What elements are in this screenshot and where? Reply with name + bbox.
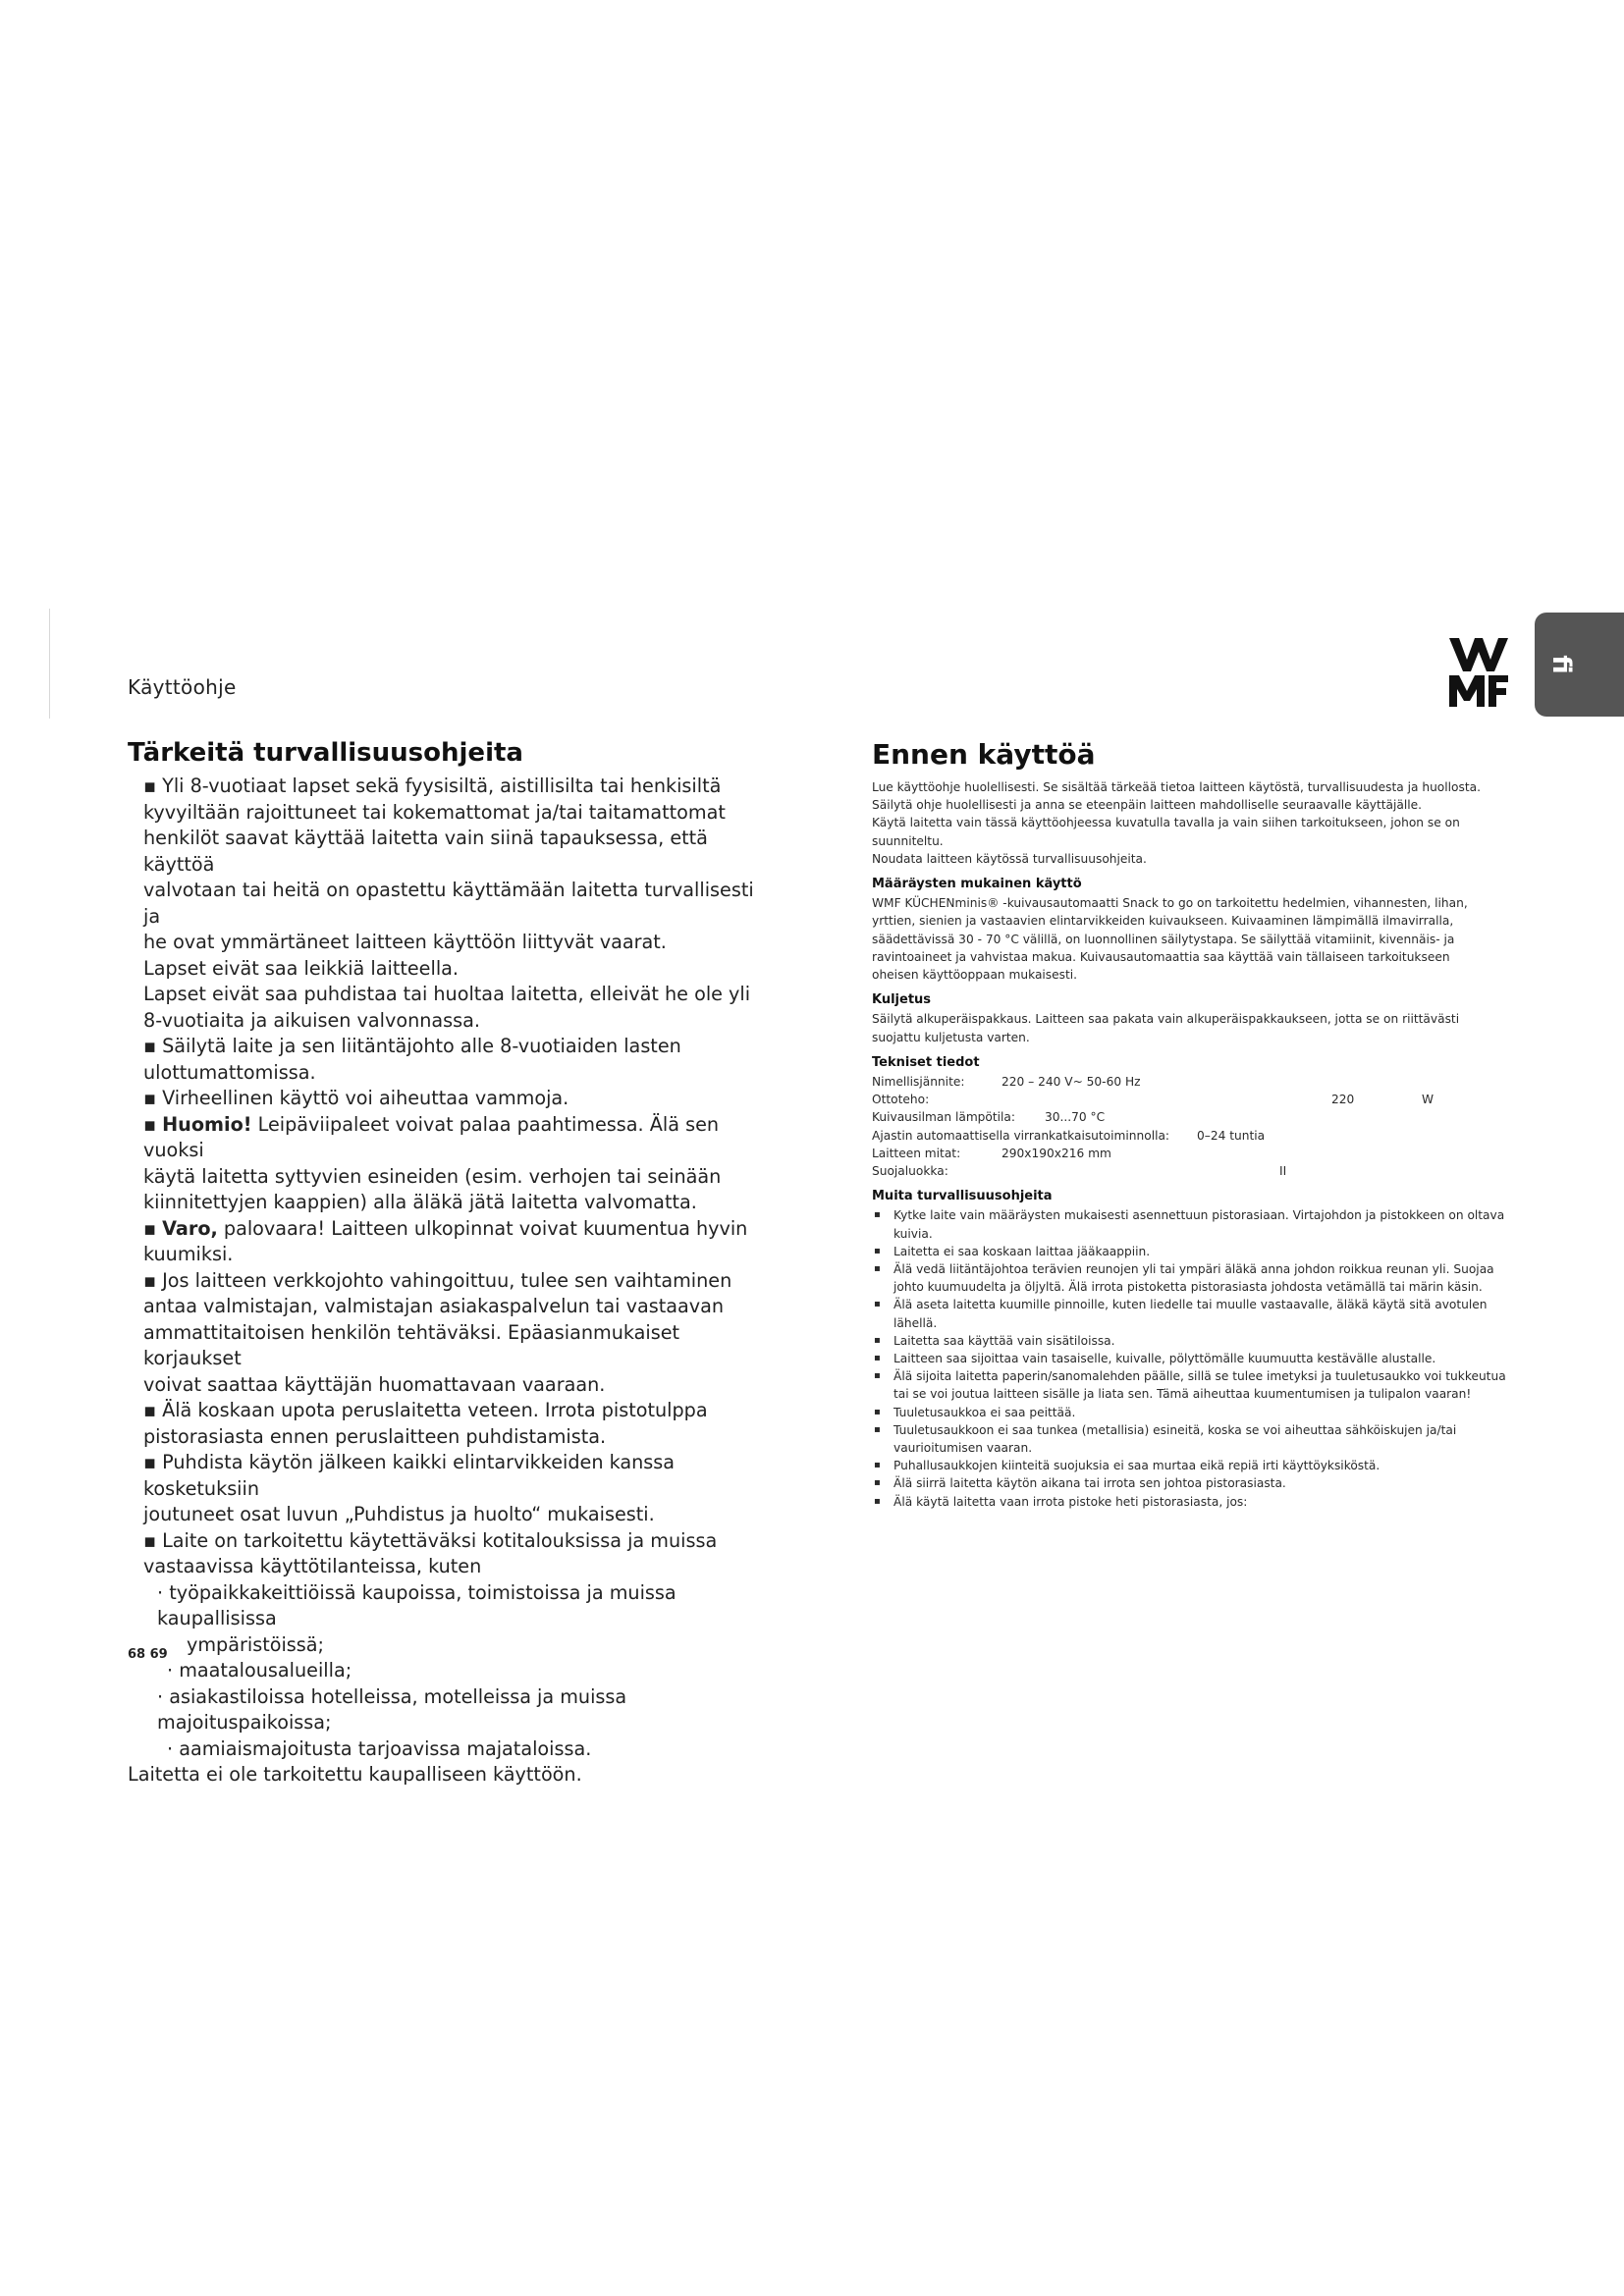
sub-item: · asiakastiloissa hotelleissa, motelleissa ja muissa majoituspaikoissa;	[157, 1684, 627, 1734]
list-item: ▪ Laitetta saa käyttää vain sisätiloissa.	[872, 1332, 1516, 1350]
huomio-emphasis: Huomio!	[162, 1112, 252, 1136]
list-item: ▪ Älä käytä laitetta vaan irrota pistoke heti pistorasiasta, jos:	[872, 1493, 1516, 1511]
sub-item: · aamiaismajoitusta tarjoavissa majataloissa.	[167, 1736, 592, 1760]
language-tab	[1535, 613, 1624, 717]
text-line: käytä laitetta syttyvien esineiden (esim. verhojen tai seinään	[143, 1164, 722, 1188]
safety-title: Tärkeitä turvallisuusohjeita	[128, 738, 523, 768]
before-use-title: Ennen käyttöä	[872, 738, 1096, 771]
transport-heading: Kuljetus	[872, 992, 932, 1008]
spec-label: Kuivausilman lämpötila:	[872, 1110, 1016, 1125]
text-line: 8-vuotiaita ja aikuisen valvonnassa.	[143, 1008, 481, 1032]
sub-item-cont: ympäristöissä;	[187, 1632, 325, 1656]
text-line: ulottumattomissa.	[143, 1060, 316, 1084]
closing-line: Laitetta ei ole tarkoitettu kaupalliseen käyttöön.	[128, 1763, 582, 1786]
intended-line: yrttien, sienien ja vastaavien elintarvikkeiden kuivaukseen. Kuivaaminen lämpimällä ilmavirralla,	[872, 914, 1454, 929]
intended-line: oheisen käyttöoppaan mukaisesti.	[872, 968, 1078, 983]
spec-value: II	[1279, 1163, 1287, 1178]
text-line: kuumiksi.	[143, 1243, 234, 1265]
text-line: joutuneet osat luvun „Puhdistus ja huolto“ mukaisesti.	[143, 1503, 655, 1525]
spec-dimensions	[872, 1145, 1516, 1162]
safety-section	[128, 738, 776, 1789]
text-line: ammattitaitoisen henkilön tehtäväksi. Epäasianmukaiset korjaukset	[143, 1320, 680, 1369]
list-item: ▪ Älä siirrä laitetta käytön aikana tai irrota sen johtoa pistorasiasta.	[872, 1474, 1516, 1492]
text-line: ▪ Puhdista käytön jälkeen kaikki elintarvikkeiden kanssa kosketuksiin	[143, 1451, 676, 1500]
text-line: kyvyiltään rajoittuneet tai kokemattomat ja/tai taitamattomat	[143, 800, 726, 824]
spec-power	[872, 1091, 1516, 1108]
varo-emphasis: Varo,	[162, 1216, 218, 1240]
spec-value: 0–24 tuntia	[1197, 1128, 1266, 1143]
text-line: henkilöt saavat käyttää laitetta vain siinä tapauksessa, että käyttöä	[143, 827, 708, 876]
wmf-logo-icon	[1449, 636, 1508, 707]
spec-label: Ottoteho:	[872, 1093, 930, 1107]
spec-label: Nimellisjännite:	[872, 1075, 965, 1090]
spec-label: Laitteen mitat:	[872, 1146, 961, 1160]
intended-line: ravintoaineet ja vahvistaa makua. Kuivausautomaattia saa käyttää vain tällaiseen tarkoitukseen	[872, 949, 1450, 964]
page-numbers: 68 69	[128, 1647, 168, 1662]
text-line: antaa valmistajan, valmistajan asiakaspalvelun tai vastaavan	[143, 1295, 725, 1317]
list-item: ▪ Laitteen saa sijoittaa vain tasaiselle, kuivalle, pölyttömälle kuumuutta kestävälle alustalle.	[872, 1350, 1516, 1367]
intended-line: WMF KÜCHENminis® -kuivausautomaatti Snack to go on tarkoitettu hedelmien, vihannesten, lihan,	[872, 896, 1468, 911]
text-line: vastaavissa käyttötilanteissa, kuten	[143, 1555, 482, 1577]
text-line: valvotaan tai heitä on opastettu käyttämään laitetta turvallisesti ja	[143, 879, 754, 928]
before-use-body	[872, 778, 1516, 1511]
text-line: Lapset eivät saa puhdistaa tai huoltaa laitetta, elleivät he ole yli	[143, 983, 751, 1005]
document-label: Käyttöohje	[128, 675, 237, 699]
spec-value: 220	[1331, 1093, 1355, 1107]
spec-temperature	[872, 1108, 1516, 1126]
varo-text: palovaara! Laitteen ulkopinnat voivat kuumentua hyvin	[217, 1216, 748, 1240]
transport-line: Säilytä alkuperäispakkaus. Laitteen saa pakata vain alkuperäispakkaukseen, jotta se on riittävästi	[872, 1012, 1460, 1027]
spec-voltage	[872, 1073, 1516, 1091]
spec-value: 30...70 °C	[1045, 1110, 1106, 1125]
text-line: ▪ Yli 8-vuotiaat lapset sekä fyysisiltä, aistillisilta tai henkisiltä	[143, 774, 722, 797]
intended-line: säädettävissä 30 - 70 °C välillä, on luonnollinen säilytystapa. Se säilyttää vitamiinit, kivennäis- ja	[872, 932, 1455, 946]
text-line: kiinnitettyjen kaappien) alla äläkä jätä laitetta valvomatta.	[143, 1191, 697, 1213]
intro-line: Lue käyttöohje huolellisesti. Se sisältää tärkeää tietoa laitteen käytöstä, turvallisuudesta ja huollosta.	[872, 780, 1481, 794]
text-line: pistorasiasta ennen peruslaitteen puhdistamista.	[143, 1424, 607, 1448]
list-item: ▪ Tuuletusaukkoa ei saa peittää.	[872, 1404, 1516, 1421]
other-safety-heading: Muita turvallisuusohjeita	[872, 1189, 1053, 1204]
safety-body	[128, 774, 776, 1789]
huomio-text: Leipäviipaleet voivat palaa paahtimessa. Älä sen vuoksi	[143, 1112, 720, 1161]
list-item: ▪ Laitetta ei saa koskaan laittaa jääkaappiin.	[872, 1243, 1516, 1260]
spec-unit: W	[1422, 1093, 1435, 1107]
sub-item: · työpaikkakeittiöissä kaupoissa, toimistoissa ja muissa kaupallisissa	[157, 1580, 677, 1629]
text-line: ▪ Virheellinen käyttö voi aiheuttaa vammoja.	[143, 1087, 569, 1109]
intro-line: Noudata laitteen käytössä turvallisuusohjeita.	[872, 851, 1147, 866]
spec-value: 220 – 240 V~ 50-60 Hz	[1001, 1075, 1141, 1090]
spec-value: 290x190x216 mm	[1001, 1146, 1111, 1160]
text-line: ▪ Jos laitteen verkkojohto vahingoittuu, tulee sen vaihtaminen	[143, 1268, 732, 1292]
text-line: ▪ Laite on tarkoitettu käytettäväksi kotitalouksissa ja muissa	[143, 1528, 718, 1552]
list-item: ▪ Kytke laite vain määräysten mukaisesti asennettuun pistorasiaan. Virtajohdon ja pistokkeen on oltava kuivia.	[872, 1206, 1516, 1242]
before-use-section	[872, 738, 1516, 1511]
spec-label: Ajastin automaattisella virrankatkaisutoiminnolla:	[872, 1128, 1170, 1143]
text-line: voivat saattaa käyttäjän huomattavaan vaaraan.	[143, 1372, 606, 1396]
intro-line: Käytä laitetta vain tässä käyttöohjeessa kuvatulla tavalla ja vain siihen tarkoitukseen, johon se on	[872, 816, 1460, 830]
list-item: ▪ Älä vedä liitäntäjohtoa terävien reunojen yli tai ympäri äläkä anna johdon roikkua reunan yli. Suojaa johto kuumuudelta ja öljyltä. Älä irrota pistoketta pistorasiasta johdosta vetämällä tai märin käsin.	[872, 1260, 1516, 1296]
margin-rule	[49, 609, 50, 719]
language-code: fi	[1546, 655, 1576, 674]
text-line: ▪ Säilytä laite ja sen liitäntäjohto alle 8-vuotiaiden lasten	[143, 1035, 681, 1057]
varo-line: ▪ Varo, palovaara! Laitteen ulkopinnat voivat kuumentua hyvin	[143, 1216, 748, 1240]
spec-timer	[872, 1127, 1516, 1145]
spec-label: Suojaluokka:	[872, 1163, 948, 1178]
list-item: ▪ Älä aseta laitetta kuumille pinnoille, kuten liedelle tai muulle vastaavalle, äläkä käytä sitä avotulen lähellä.	[872, 1296, 1516, 1331]
other-safety-list	[872, 1206, 1516, 1510]
list-item: ▪ Älä sijoita laitetta paperin/sanomalehden päälle, sillä se tulee imetyksi ja tuuletusaukko voi tukkeutua tai se voi joutua laitteen sisälle ja liata sen. Tämä aiheuttaa kuumentumisen ja tulipalon vaaran!	[872, 1367, 1516, 1403]
tech-specs-heading: Tekniset tiedot	[872, 1054, 980, 1070]
list-item: ▪ Tuuletusaukkoon ei saa tunkea (metallisia) esineitä, koska se voi aiheuttaa sähköiskujen ja/tai vaurioitumisen vaaran.	[872, 1421, 1516, 1457]
spec-protection-class	[872, 1162, 1516, 1180]
transport-line: suojattu kuljetusta varten.	[872, 1030, 1030, 1044]
intro-line: suunniteltu.	[872, 833, 944, 848]
sub-item: · maatalousalueilla;	[167, 1659, 352, 1682]
intended-use-heading: Määräysten mukainen käyttö	[872, 877, 1082, 892]
text-line: he ovat ymmärtäneet laitteen käyttöön liittyvät vaarat.	[143, 931, 667, 953]
intro-line: Säilytä ohje huolellisesti ja anna se eteenpäin laitteen mahdolliselle seuraavalle käyttäjälle.	[872, 798, 1423, 813]
huomio-line: ▪ Huomio! Leipäviipaleet voivat palaa paahtimessa. Älä sen vuoksi	[143, 1112, 720, 1161]
text-line: Lapset eivät saa leikkiä laitteella.	[143, 956, 460, 980]
text-line: ▪ Älä koskaan upota peruslaitetta veteen. Irrota pistotulppa	[143, 1399, 708, 1421]
list-item: ▪ Puhallusaukkojen kiinteitä suojuksia ei saa murtaa eikä repiä irti käyttöyksiköstä.	[872, 1457, 1516, 1474]
